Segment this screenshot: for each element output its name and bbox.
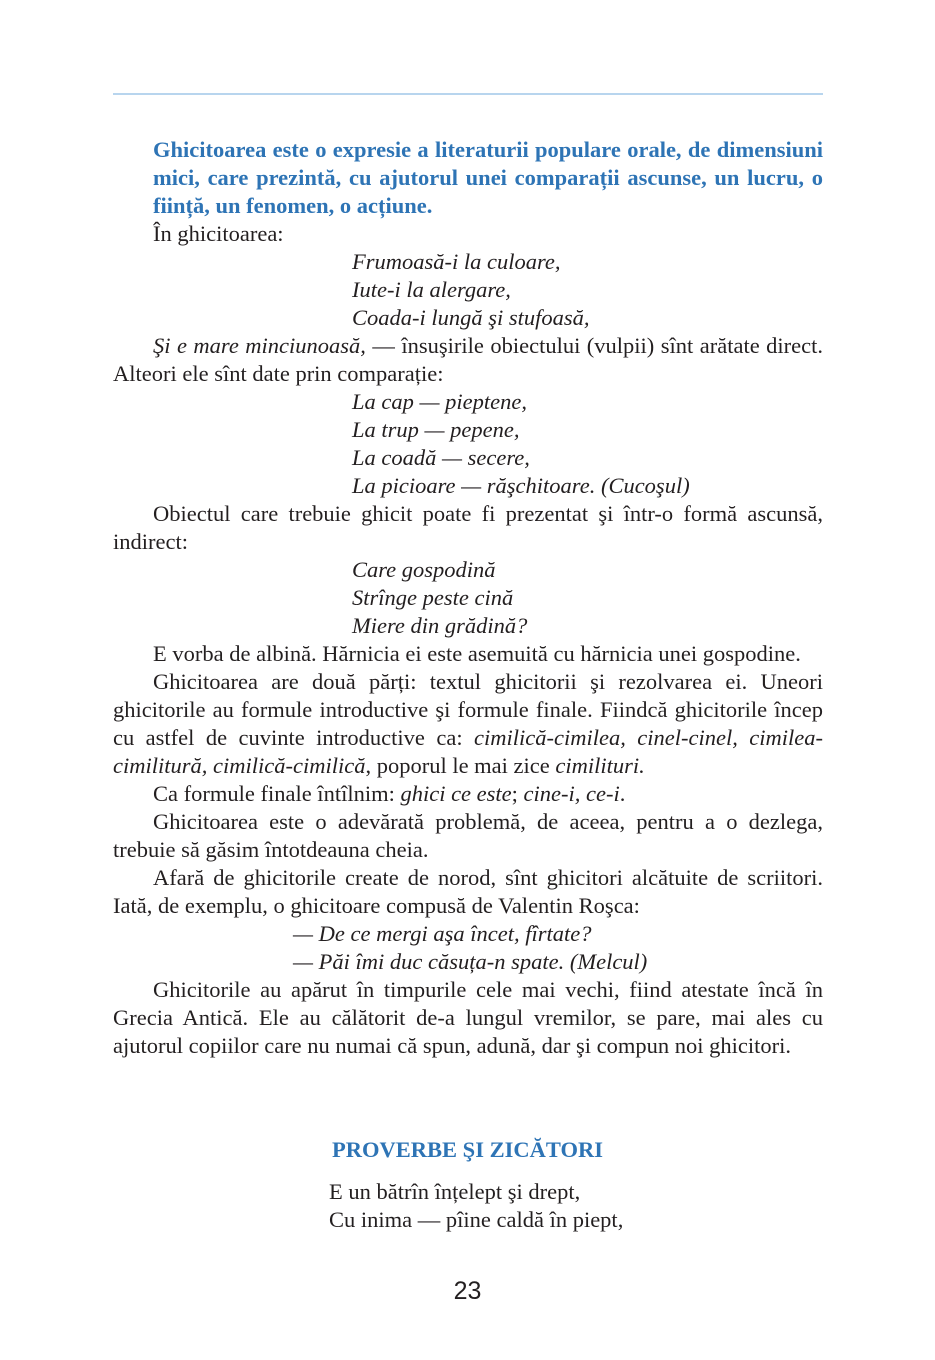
paragraph-text: Ca formule finale întîlnim: (153, 781, 401, 806)
separator: ; (511, 781, 524, 806)
paragraph-indirect: Obiectul care trebuie ghicit poate fi prezentat şi într-o formă ascunsă, indirect: (113, 501, 823, 554)
paragraph-history: Ghicitorile au apărut în timpurile cele mai vechi, fiind atestate încă în Grecia Antică. Ele au călătorit de-a lungul vremilor, se pare, mai ales cu ajutorul copiilor care nu numai că spun, adună, dar şi compun noi ghicitori. (113, 977, 823, 1058)
riddle-rooster (113, 388, 823, 500)
riddle-line: Strînge peste cină (352, 585, 514, 610)
paragraph-parts (113, 668, 823, 780)
paragraph-final-formulas (113, 780, 823, 808)
riddle-line: La picioare — răşchitoare. (Cucoşul) (352, 473, 690, 498)
intro-label: În ghicitoarea: (153, 221, 284, 246)
italic-formula: cine-i, ce-i (523, 781, 620, 806)
riddle-line: — Păi îmi duc căsuța-n spate. (Melcul) (293, 949, 648, 974)
riddle-line: La coadă — secere, (352, 445, 530, 470)
poem-line: Cu inima — pîine caldă în piept, (329, 1207, 624, 1232)
italic-formulas: cimilică-cimilea, cinel-cinel, cimilea-cimilitură, cimilică-cimilică (113, 725, 824, 778)
riddle-fox (113, 248, 823, 332)
period: . (619, 781, 626, 806)
definition-paragraph: Ghicitoarea este o expresie a literaturii populare orale, de dimensiuni mici, care prezintă, cu ajutorul unei comparații ascunse, un lucru, o ființă, un fenomen, o acțiune. (153, 137, 823, 218)
paragraph-text: — însuşirile obiectului (vulpii) sînt arătate direct. Alteori ele sînt date prin comparație: (113, 333, 823, 386)
riddle-line: La trup — pepene, (352, 417, 520, 442)
paragraph-problem: Ghicitoarea este o adevărată problemă, de aceea, pentru a o dezlega, trebuie să găsim întotdeauna cheia. (113, 809, 823, 862)
riddle-snail (113, 920, 823, 976)
riddle-last-line: Şi e mare minciunoasă, (153, 333, 366, 358)
paragraph-text: Ghicitoarea are două părți: textul ghicitorii şi rezolvarea ei. Uneori ghicitorile au formule introductive şi formule finale. Fiindcă ghicitorile încep cu astfel de cuvinte introductive ca: (113, 669, 823, 750)
italic-formula: ghici ce este (400, 781, 512, 806)
header-rule (113, 93, 823, 95)
paragraph-text: , poporul le mai zice (365, 753, 556, 778)
page-number: 23 (453, 1277, 482, 1305)
riddle-line: La cap — pieptene, (352, 389, 527, 414)
riddle-line: Miere din grădină? (352, 613, 528, 638)
page-body (113, 136, 823, 1060)
riddle-line: — De ce mergi aşa încet, fîrtate? (293, 921, 592, 946)
riddle-line: Coada-i lungă şi stufoasă, (352, 305, 590, 330)
riddle-line: Frumoasă-i la culoare, (352, 249, 561, 274)
riddle-line: Care gospodină (352, 557, 496, 582)
paragraph-bee: E vorba de albină. Hărnicia ei este asemuită cu hărnicia unei gospodine. (153, 641, 801, 666)
section-heading: PROVERBE ŞI ZICĂTORI (332, 1137, 603, 1162)
poem-excerpt (329, 1178, 623, 1234)
paragraph-writers: Afară de ghicitorile create de norod, sînt ghicitori alcătuite de scriitori. Iată, de exemplu, o ghicitoare compusă de Valentin Roşca: (113, 865, 823, 918)
poem-line: E un bătrîn înțelept şi drept, (329, 1179, 581, 1204)
italic-term: cimilituri. (555, 753, 645, 778)
paragraph-direct (113, 332, 823, 388)
riddle-bee (113, 556, 823, 640)
riddle-line: Iute-i la alergare, (352, 277, 511, 302)
